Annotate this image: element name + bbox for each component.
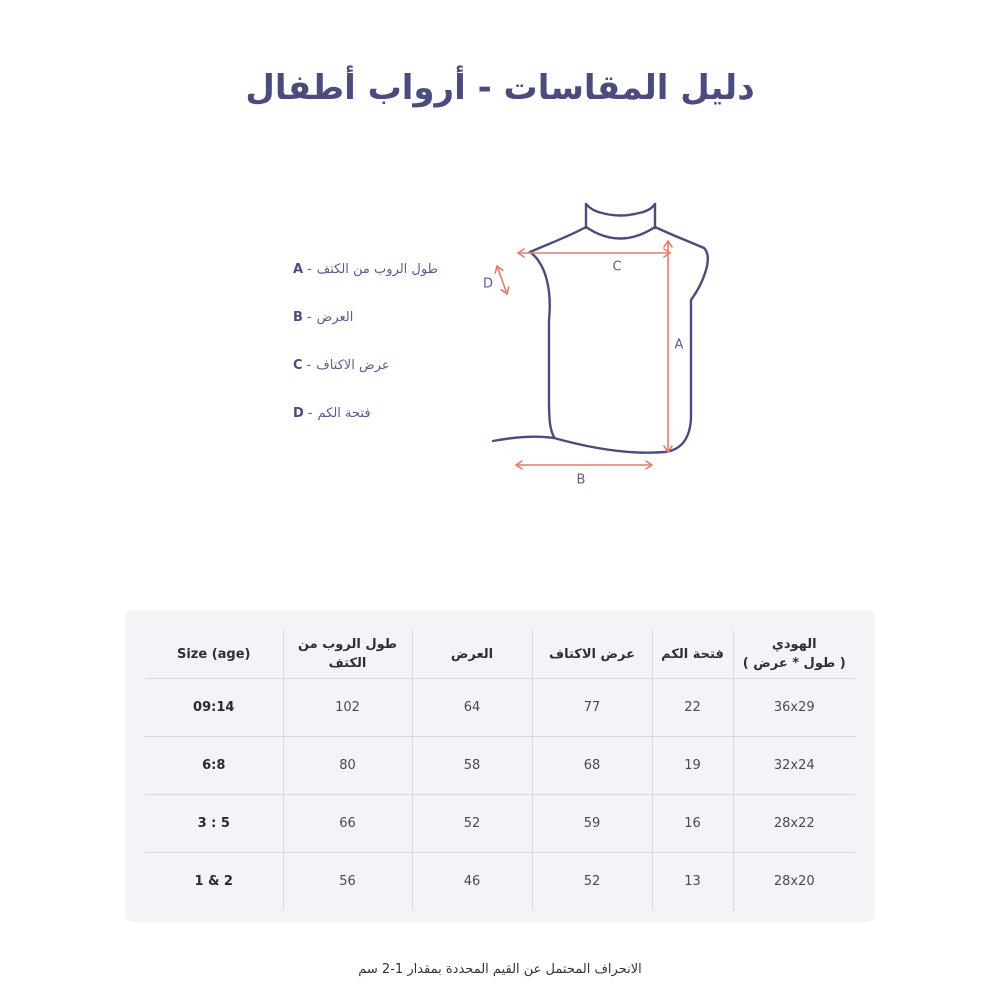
legend-letter: B bbox=[293, 310, 303, 325]
header-robe-length: طول الروب من الكتف bbox=[283, 630, 412, 679]
left-shoulder bbox=[530, 227, 586, 252]
size-cell: 09:14 bbox=[193, 700, 235, 715]
measure-arrow-a bbox=[664, 241, 672, 452]
tolerance-note: الانحراف المحتمل عن القيم المحددة بمقدار 1-2 سم bbox=[358, 962, 642, 977]
value-cell: 32x24 bbox=[733, 737, 855, 795]
value-cell: 19 bbox=[652, 737, 733, 795]
legend-separator: - bbox=[307, 406, 313, 421]
legend-separator: - bbox=[306, 358, 312, 373]
value-cell: 66 bbox=[283, 795, 412, 853]
value-cell: 80 bbox=[283, 737, 412, 795]
legend-label: طول الروب من الكتف bbox=[316, 262, 438, 277]
table-header-row bbox=[145, 630, 855, 679]
value-cell: 58 bbox=[412, 737, 532, 795]
diagram-label-b: B bbox=[576, 472, 586, 488]
value-cell: 52 bbox=[412, 795, 532, 853]
value-cell: 102 bbox=[283, 679, 412, 737]
right-shoulder bbox=[655, 227, 704, 248]
measure-arrow-d bbox=[495, 266, 509, 294]
value-cell: 36x29 bbox=[733, 679, 855, 737]
legend-separator: - bbox=[307, 262, 312, 277]
value-cell: 16 bbox=[652, 795, 733, 853]
header-shoulder-width: عرض الاكتاف bbox=[532, 630, 652, 679]
size-table bbox=[145, 630, 855, 910]
header-sleeve-opening: فتحة الكم bbox=[652, 630, 733, 679]
table-row bbox=[145, 795, 855, 853]
diagram-label-d: D bbox=[482, 276, 494, 292]
collar-bottom bbox=[586, 227, 655, 239]
value-cell: 13 bbox=[652, 853, 733, 911]
value-cell: 28x22 bbox=[733, 795, 855, 853]
robe-hem bbox=[493, 418, 691, 453]
legend-item-c bbox=[293, 356, 390, 376]
header-size-age: Size (age) bbox=[176, 646, 251, 662]
robe-outline bbox=[493, 204, 708, 453]
value-cell: 46 bbox=[412, 853, 532, 911]
size-cell: 3 : 5 bbox=[197, 816, 230, 831]
value-cell: 68 bbox=[532, 737, 652, 795]
value-cell: 59 bbox=[532, 795, 652, 853]
legend-letter: D bbox=[293, 406, 304, 421]
diagram-label-c: C bbox=[612, 259, 622, 275]
measure-arrow-c bbox=[518, 249, 670, 257]
legend-item-a bbox=[293, 260, 438, 280]
table-row bbox=[145, 853, 855, 911]
legend-letter: C bbox=[293, 358, 303, 373]
legend-letter: A bbox=[293, 262, 304, 277]
legend-separator: - bbox=[306, 310, 312, 325]
value-cell: 28x20 bbox=[733, 853, 855, 911]
legend-label: عرض الاكتاف bbox=[316, 358, 390, 373]
left-side bbox=[530, 252, 554, 437]
size-cell: 6:8 bbox=[202, 758, 226, 773]
size-cell: 1 & 2 bbox=[194, 874, 233, 889]
table-row bbox=[145, 679, 855, 737]
legend-label: العرض bbox=[316, 310, 354, 325]
value-cell: 77 bbox=[532, 679, 652, 737]
page-title: دليل المقاسات - أرواب أطفال bbox=[245, 68, 755, 108]
value-cell: 52 bbox=[532, 853, 652, 911]
robe-diagram bbox=[470, 190, 730, 490]
right-side bbox=[691, 248, 708, 418]
table-row bbox=[145, 737, 855, 795]
legend-label: فتحة الكم bbox=[317, 406, 371, 421]
legend-item-d bbox=[293, 404, 371, 424]
collar-top bbox=[586, 204, 655, 216]
measure-arrow-b bbox=[516, 461, 652, 469]
diagram-label-a: A bbox=[674, 337, 684, 353]
value-cell: 56 bbox=[283, 853, 412, 911]
value-cell: 22 bbox=[652, 679, 733, 737]
value-cell: 64 bbox=[412, 679, 532, 737]
header-width: العرض bbox=[412, 630, 532, 679]
size-table-panel bbox=[125, 610, 875, 922]
header-hoodie: الهودي ( طول * عرض ) bbox=[733, 630, 855, 679]
legend-item-b bbox=[293, 308, 353, 328]
